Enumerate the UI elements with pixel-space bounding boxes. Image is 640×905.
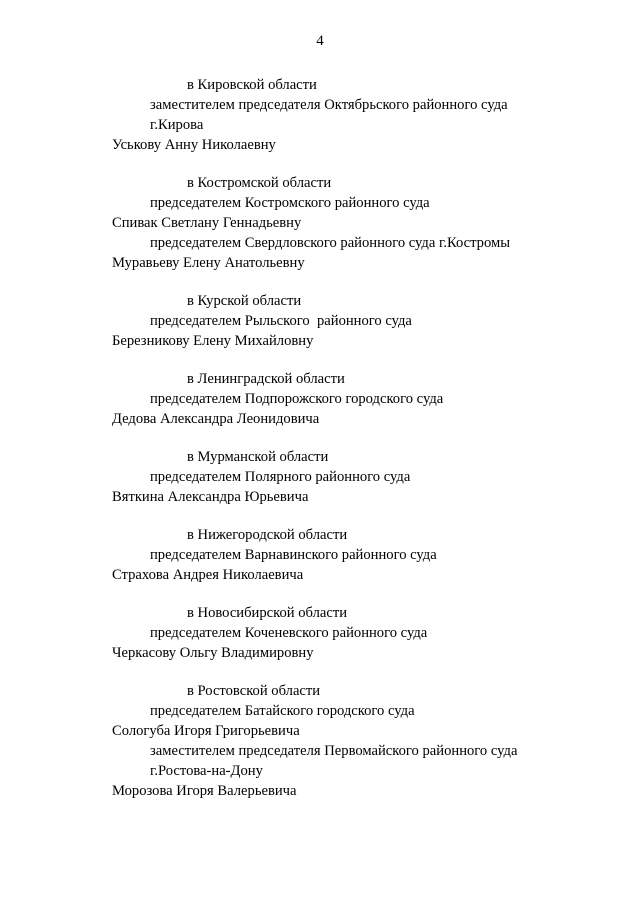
region-section [0, 525, 640, 585]
person-name: Вяткина Александра Юрьевича [112, 489, 309, 505]
region-section [0, 173, 640, 273]
region-heading: в Нижегородской области [187, 527, 348, 543]
region-section [0, 369, 640, 429]
position-title: председателем Коченевского районного суда [150, 625, 428, 641]
person-name: Страхова Андрея Николаевича [112, 567, 304, 583]
position-title: председателем Свердловского районного суда г.Костромы [150, 235, 511, 251]
region-section [0, 291, 640, 351]
person-name: Муравьеву Елену Анатольевну [112, 255, 305, 271]
person-name: Сологуба Игоря Григорьевича [112, 723, 300, 739]
region-heading: в Курской области [187, 293, 302, 309]
region-section [0, 75, 640, 155]
region-heading: в Ростовской области [187, 683, 321, 699]
position-title: заместителем председателя Октябрьского районного суда [150, 97, 508, 113]
position-title: председателем Костромского районного суда [150, 195, 430, 211]
position-title-continuation: г.Кирова [150, 117, 204, 133]
appointments-list [0, 75, 640, 819]
region-section [0, 447, 640, 507]
position-title-continuation: г.Ростова-на-Дону [150, 763, 263, 779]
person-name: Березникову Елену Михайловну [112, 333, 314, 349]
region-section [0, 603, 640, 663]
region-section [0, 681, 640, 801]
page-number: 4 [316, 33, 324, 49]
person-name: Спивак Светлану Геннадьевну [112, 215, 302, 231]
person-name: Морозова Игоря Валерьевича [112, 783, 297, 799]
position-title: заместителем председателя Первомайского районного суда [150, 743, 518, 759]
person-name: Дедова Александра Леонидовича [112, 411, 320, 427]
region-heading: в Мурманской области [187, 449, 329, 465]
position-title: председателем Рыльского районного суда [150, 313, 412, 329]
region-heading: в Ленинградской области [187, 371, 345, 387]
person-name: Уськову Анну Николаевну [112, 137, 276, 153]
position-title: председателем Батайского городского суда [150, 703, 415, 719]
region-heading: в Кировской области [187, 77, 317, 93]
region-heading: в Новосибирской области [187, 605, 348, 621]
person-name: Черкасову Ольгу Владимировну [112, 645, 314, 661]
position-title: председателем Полярного районного суда [150, 469, 411, 485]
region-heading: в Костромской области [187, 175, 332, 191]
position-title: председателем Варнавинского районного суда [150, 547, 437, 563]
position-title: председателем Подпорожского городского суда [150, 391, 444, 407]
